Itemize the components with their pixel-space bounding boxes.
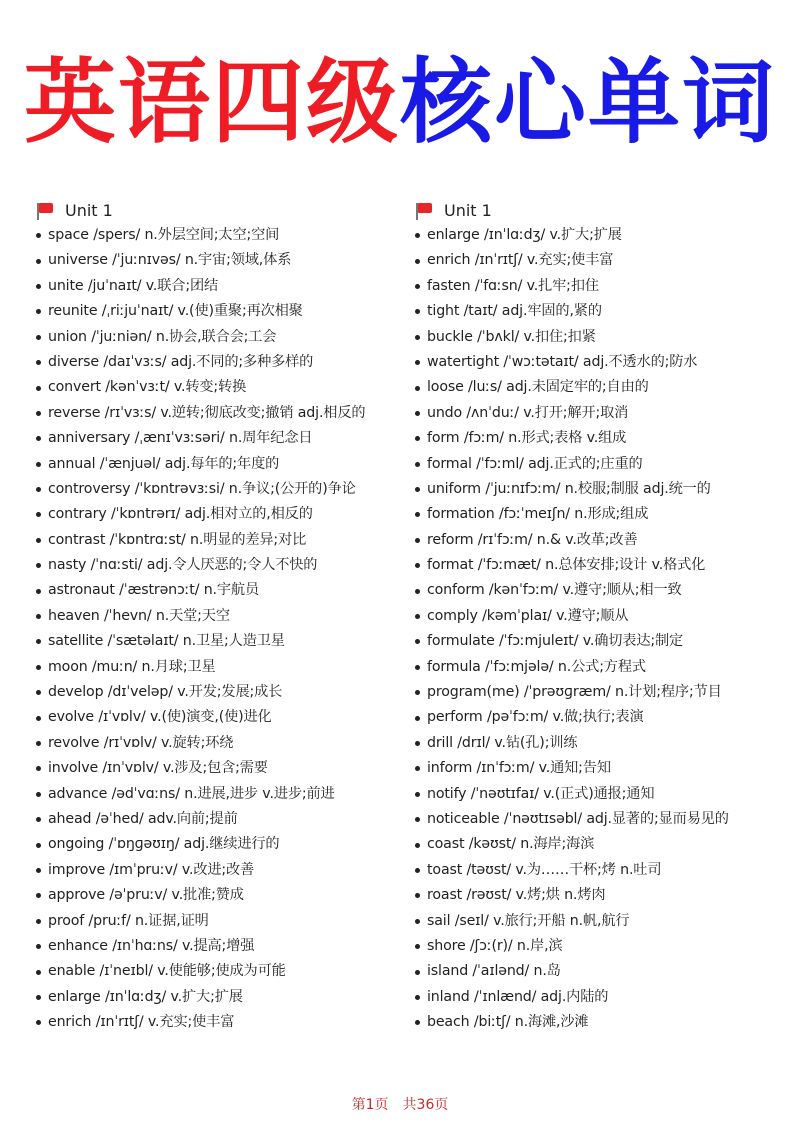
bullet-icon — [415, 716, 420, 721]
page-total: 共36页 — [402, 1097, 449, 1113]
word-entry — [34, 223, 406, 248]
word-entry — [34, 299, 406, 324]
word-entry-text: fasten /ˈfɑːsn/ v.扎牢;扣住 — [427, 277, 599, 294]
word-entry-text: union /ˈjuːniən/ n.协会,联合会;工会 — [48, 328, 277, 345]
bullet-icon — [36, 792, 41, 797]
word-entry-text: involve /ɪnˈvɒlv/ v.涉及;包含;需要 — [48, 760, 268, 777]
bullet-icon — [415, 919, 420, 924]
word-entry — [34, 274, 406, 299]
word-entry — [413, 629, 785, 654]
word-entry-text: unite /juˈnaɪt/ v.联合;团结 — [48, 277, 219, 294]
bullet-icon — [415, 512, 420, 517]
word-entry-text: enable /ɪˈneɪbl/ v.使能够;使成为可能 — [48, 963, 286, 980]
bullet-icon — [36, 817, 41, 822]
bullet-icon — [36, 462, 41, 467]
red-flag-icon — [415, 202, 437, 220]
word-entry — [34, 909, 406, 934]
word-entry-text: format /ˈfɔːmæt/ n.总体安排;设计 v.格式化 — [427, 557, 706, 574]
bullet-icon — [36, 284, 41, 289]
word-entry-text: perform /pəˈfɔːm/ v.做;执行;表演 — [427, 709, 644, 726]
title-red-part: 英语四级 — [23, 49, 400, 156]
word-entry-text: reform /rɪˈfɔːm/ n.& v.改革;改善 — [427, 531, 638, 548]
bullet-icon — [36, 360, 41, 365]
word-entry — [34, 934, 406, 959]
bullet-icon — [415, 868, 420, 873]
word-entry — [34, 426, 406, 451]
word-entry-text: tight /taɪt/ adj.牢固的,紧的 — [427, 303, 602, 320]
bullet-icon — [415, 538, 420, 543]
word-entry-text: undo /ʌnˈduː/ v.打开;解开;取消 — [427, 404, 629, 421]
word-entry — [413, 832, 785, 857]
word-entry-text: reverse /rɪˈvɜːs/ v.逆转;彻底改变;撤销 adj.相反的 — [48, 404, 366, 421]
page-title — [0, 48, 800, 158]
bullet-icon — [415, 360, 420, 365]
word-entry-text: inland /ˈɪnlænd/ adj.内陆的 — [427, 988, 609, 1005]
bullet-icon — [415, 284, 420, 289]
bullet-icon — [415, 487, 420, 492]
bullet-icon — [415, 766, 420, 771]
word-entry-text: beach /biːtʃ/ n.海滩,沙滩 — [427, 1014, 589, 1031]
bullet-icon — [415, 614, 420, 619]
word-entry-text: coast /kəʊst/ n.海岸;海滨 — [427, 836, 595, 853]
word-entry-text: proof /pruːf/ n.证据,证明 — [48, 912, 209, 929]
word-entry-text: island /ˈaɪlənd/ n.岛 — [427, 963, 561, 980]
bullet-icon — [36, 259, 41, 264]
word-entry — [34, 959, 406, 984]
bullet-icon — [36, 665, 41, 670]
word-entry — [34, 528, 406, 553]
word-entry-text: diverse /daɪˈvɜːs/ adj.不同的;多种多样的 — [48, 353, 314, 370]
word-entry-text: buckle /ˈbʌkl/ v.扣住;扣紧 — [427, 328, 596, 345]
left-column — [34, 198, 406, 1036]
bullet-icon — [415, 741, 420, 746]
word-entry-text: improve /ɪmˈpruːv/ v.改进;改善 — [48, 861, 255, 878]
word-entry-text: heaven /ˈhevn/ n.天堂;天空 — [48, 607, 230, 624]
word-entry-text: form /fɔːm/ n.形式;表格 v.组成 — [427, 430, 627, 447]
word-entry — [34, 705, 406, 730]
bullet-icon — [415, 995, 420, 1000]
word-entry — [34, 807, 406, 832]
word-entry-text: notify /ˈnəʊtɪfaɪ/ v.(正式)通报;通知 — [427, 785, 655, 802]
word-entry-text: annual /ˈænjuəl/ adj.每年的;年度的 — [48, 455, 280, 472]
word-entry — [413, 756, 785, 781]
word-entry-text: ongoing /ˈɒŋɡəʊɪŋ/ adj.继续进行的 — [48, 836, 280, 853]
word-entry — [34, 553, 406, 578]
word-entry — [413, 680, 785, 705]
bullet-icon — [415, 690, 420, 695]
unit-label: Unit 1 — [65, 201, 113, 220]
word-entry — [34, 375, 406, 400]
word-entry — [34, 756, 406, 781]
word-entry — [34, 782, 406, 807]
word-entry — [413, 528, 785, 553]
bullet-icon — [415, 893, 420, 898]
bullet-icon — [415, 436, 420, 441]
word-entry — [34, 832, 406, 857]
word-entry — [413, 274, 785, 299]
word-entry-text: formation /fɔːˈmeɪʃn/ n.形成;组成 — [427, 506, 649, 523]
bullet-icon — [415, 843, 420, 848]
bullet-icon — [415, 411, 420, 416]
word-entry-text: toast /təʊst/ v.为……干杯;烤 n.吐司 — [427, 861, 662, 878]
word-entry-text: roast /rəʊst/ v.烤;烘 n.烤肉 — [427, 887, 606, 904]
word-entry — [34, 578, 406, 603]
unit-heading — [413, 198, 785, 223]
bullet-icon — [415, 563, 420, 568]
bullet-icon — [36, 335, 41, 340]
bullet-icon — [36, 563, 41, 568]
word-entry-text: formula /ˈfɔːmjələ/ n.公式;方程式 — [427, 658, 646, 675]
bullet-icon — [36, 436, 41, 441]
word-entry-text: conform /kənˈfɔːm/ v.遵守;顺从;相一致 — [427, 582, 682, 599]
word-entry — [413, 248, 785, 273]
word-entry — [34, 325, 406, 350]
word-entry — [34, 1010, 406, 1035]
word-entry — [413, 477, 785, 502]
word-entry-text: approve /əˈpruːv/ v.批准;赞成 — [48, 887, 244, 904]
red-flag-icon — [36, 202, 58, 220]
word-entry-text: formulate /ˈfɔːmjuleɪt/ v.确切表达;制定 — [427, 633, 684, 650]
bullet-icon — [36, 716, 41, 721]
bullet-icon — [36, 766, 41, 771]
word-entry-text: noticeable /ˈnəʊtɪsəbl/ adj.显著的;显而易见的 — [427, 810, 729, 827]
word-entry — [413, 375, 785, 400]
bullet-icon — [415, 1020, 420, 1025]
word-entry-text: space /spers/ n.外层空间;太空;空间 — [48, 227, 280, 243]
page-number: 第1页 — [351, 1097, 389, 1113]
word-entry — [34, 401, 406, 426]
bullet-icon — [415, 792, 420, 797]
word-entry — [34, 655, 406, 680]
word-entry — [413, 909, 785, 934]
bullet-icon — [415, 233, 420, 238]
word-entry-text: anniversary /ˌænɪˈvɜːsəri/ n.周年纪念日 — [48, 430, 313, 447]
word-entry — [413, 731, 785, 756]
bullet-icon — [36, 741, 41, 746]
word-entry-text: universe /ˈjuːnɪvəs/ n.宇宙;领域,体系 — [48, 252, 292, 269]
word-entry — [413, 604, 785, 629]
unit-heading — [34, 198, 406, 223]
word-entry — [413, 934, 785, 959]
word-entry — [413, 655, 785, 680]
bullet-icon — [36, 1020, 41, 1025]
word-entry — [34, 452, 406, 477]
bullet-icon — [36, 639, 41, 644]
word-entry-text: enrich /ɪnˈrɪtʃ/ v.充实;使丰富 — [48, 1014, 235, 1031]
unit-label: Unit 1 — [444, 201, 492, 220]
word-entry — [413, 959, 785, 984]
bullet-icon — [415, 817, 420, 822]
bullet-icon — [36, 589, 41, 594]
bullet-icon — [36, 690, 41, 695]
word-entry — [413, 807, 785, 832]
word-entry — [413, 1010, 785, 1035]
word-entry-text: loose /luːs/ adj.未固定牢的;自由的 — [427, 379, 649, 396]
word-entry — [413, 883, 785, 908]
word-entry — [34, 629, 406, 654]
word-entry-text: advance /ədˈvɑːns/ n.进展,进步 v.进步;前进 — [48, 785, 335, 802]
bullet-icon — [36, 233, 41, 238]
word-entry — [413, 578, 785, 603]
word-entry-text: drill /drɪl/ v.钻(孔);训练 — [427, 734, 578, 751]
word-entry-text: evolve /ɪˈvɒlv/ v.(使)演变,(使)进化 — [48, 709, 272, 726]
word-entry — [34, 883, 406, 908]
word-entry — [413, 858, 785, 883]
bullet-icon — [415, 589, 420, 594]
bullet-icon — [36, 614, 41, 619]
word-entry — [413, 299, 785, 324]
bullet-icon — [415, 259, 420, 264]
word-entry-text: satellite /ˈsætəlaɪt/ n.卫星;人造卫星 — [48, 633, 285, 650]
word-entry-text: controversy /ˈkɒntrəvɜːsi/ n.争议;(公开的)争论 — [48, 480, 356, 497]
bullet-icon — [415, 970, 420, 975]
bullet-icon — [415, 386, 420, 391]
word-entry-text: inform /ɪnˈfɔːm/ v.通知;告知 — [427, 760, 611, 777]
word-entry — [34, 731, 406, 756]
word-list — [34, 223, 406, 1036]
bullet-icon — [415, 665, 420, 670]
word-entry-text: program(me) /ˈprəʊɡræm/ n.计划;程序;节目 — [427, 684, 722, 701]
word-entry-text: convert /kənˈvɜːt/ v.转变;转换 — [48, 379, 247, 396]
title-blue-part: 核心单词 — [400, 49, 777, 156]
bullet-icon — [36, 487, 41, 492]
word-entry-text: ahead /əˈhed/ adv.向前;提前 — [48, 810, 238, 827]
bullet-icon — [415, 462, 420, 467]
word-entry-text: revolve /rɪˈvɒlv/ v.旋转;环绕 — [48, 734, 234, 751]
word-entry-text: formal /ˈfɔːml/ adj.正式的;庄重的 — [427, 455, 643, 472]
right-column — [413, 198, 785, 1036]
word-entry — [34, 604, 406, 629]
bullet-icon — [36, 386, 41, 391]
word-entry-text: watertight /ˈwɔːtətaɪt/ adj.不透水的;防水 — [427, 353, 698, 370]
word-entry — [34, 985, 406, 1010]
word-entry-text: uniform /ˈjuːnɪfɔːm/ n.校服;制服 adj.统一的 — [427, 480, 711, 497]
word-entry — [34, 350, 406, 375]
bullet-icon — [415, 944, 420, 949]
word-entry — [413, 502, 785, 527]
bullet-icon — [415, 309, 420, 314]
page-footer — [0, 1094, 800, 1114]
bullet-icon — [36, 995, 41, 1000]
word-entry-text: contrast /ˈkɒntrɑːst/ n.明显的差异;对比 — [48, 531, 307, 548]
bullet-icon — [36, 309, 41, 314]
word-entry-text: astronaut /ˈæstrənɔːt/ n.宇航员 — [48, 582, 260, 599]
word-entry-text: reunite /ˌriːjuˈnaɪt/ v.(使)重聚;再次相聚 — [48, 303, 303, 320]
word-entry-text: contrary /ˈkɒntrərɪ/ adj.相对立的,相反的 — [48, 506, 313, 523]
word-entry — [413, 553, 785, 578]
word-entry — [34, 248, 406, 273]
word-entry-text: moon /muːn/ n.月球;卫星 — [48, 658, 216, 675]
word-entry — [413, 782, 785, 807]
bullet-icon — [36, 970, 41, 975]
word-entry — [413, 325, 785, 350]
word-entry — [413, 426, 785, 451]
word-entry — [34, 680, 406, 705]
bullet-icon — [36, 919, 41, 924]
bullet-icon — [36, 893, 41, 898]
word-entry — [413, 452, 785, 477]
word-entry-text: sail /seɪl/ v.旅行;开船 n.帆,航行 — [427, 912, 630, 929]
word-list — [413, 223, 785, 1036]
word-entry-text: enlarge /ɪnˈlɑːdʒ/ v.扩大;扩展 — [48, 988, 243, 1005]
word-entry-text: enhance /ɪnˈhɑːns/ v.提高;增强 — [48, 937, 255, 954]
bullet-icon — [36, 868, 41, 873]
word-entry-text: shore /ʃɔː(r)/ n.岸,滨 — [427, 937, 563, 954]
bullet-icon — [36, 411, 41, 416]
bullet-icon — [36, 843, 41, 848]
word-entry — [34, 502, 406, 527]
bullet-icon — [36, 512, 41, 517]
word-entry-text: enlarge /ɪnˈlɑːdʒ/ v.扩大;扩展 — [427, 227, 622, 243]
word-entry — [34, 477, 406, 502]
word-entry-text: nasty /ˈnɑːsti/ adj.令人厌恶的;令人不快的 — [48, 557, 318, 574]
word-entry — [413, 350, 785, 375]
word-entry-text: comply /kəmˈplaɪ/ v.遵守;顺从 — [427, 607, 629, 624]
word-entry — [413, 401, 785, 426]
word-entry — [34, 858, 406, 883]
bullet-icon — [36, 538, 41, 543]
word-entry-text: develop /dɪˈveləp/ v.开发;发展;成长 — [48, 684, 283, 701]
word-entry — [413, 223, 785, 248]
word-entry — [413, 705, 785, 730]
bullet-icon — [36, 944, 41, 949]
bullet-icon — [415, 335, 420, 340]
word-entry — [413, 985, 785, 1010]
word-entry-text: enrich /ɪnˈrɪtʃ/ v.充实;使丰富 — [427, 252, 614, 269]
bullet-icon — [415, 639, 420, 644]
